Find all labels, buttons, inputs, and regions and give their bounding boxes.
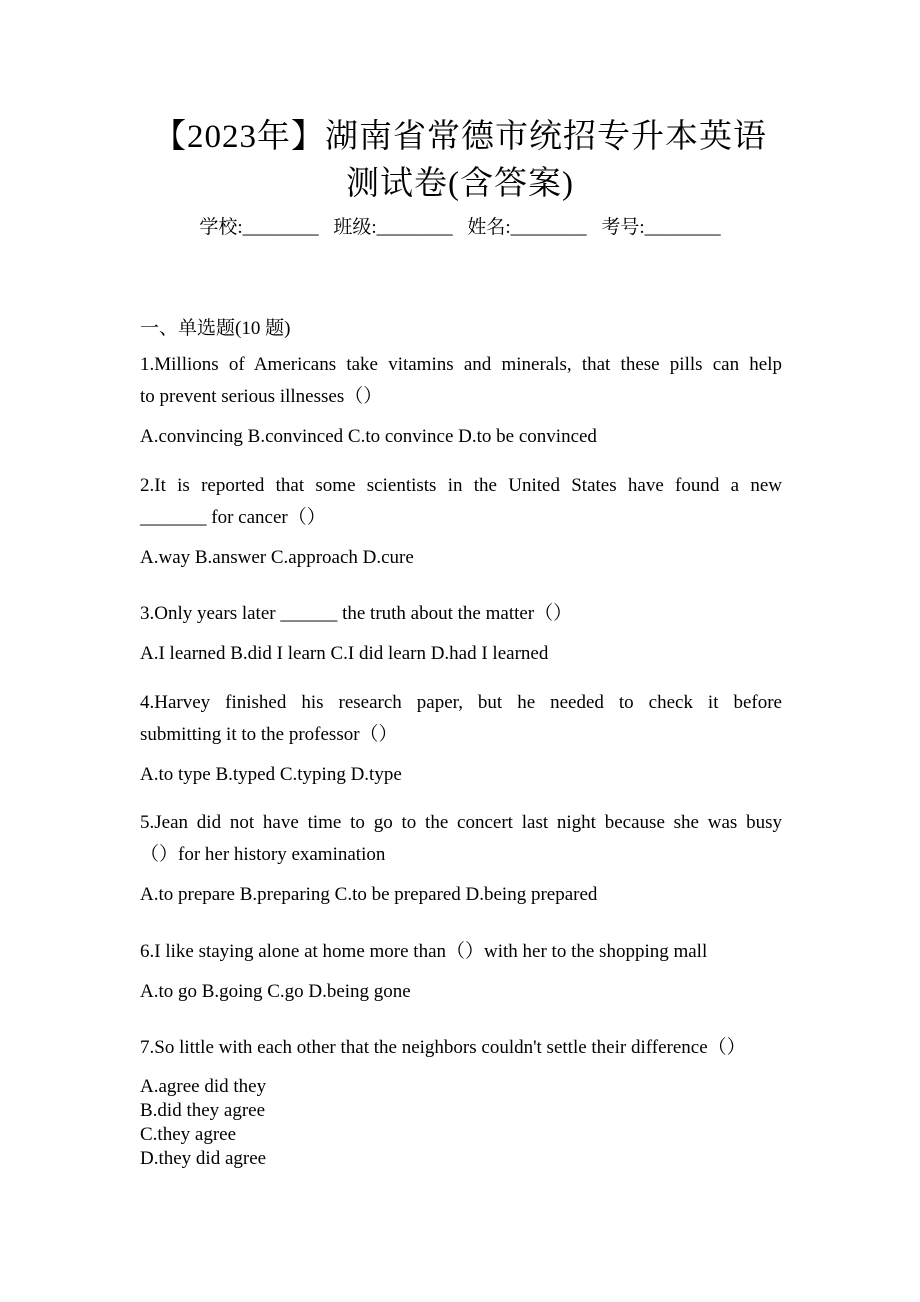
question-2-options: A.way B.answer C.approach D.cure <box>140 547 414 568</box>
name-field: 姓名:________ <box>467 217 587 238</box>
question-2-line-1: 2.It is reported that some scientists in the United States have found a new <box>140 475 782 496</box>
question-7-option-b: B.did they agree <box>140 1100 266 1121</box>
question-1-line-2: to prevent serious illnesses（） <box>140 386 383 407</box>
question-7-option-a: A.agree did they <box>140 1076 267 1097</box>
question-7-option-d: D.they did agree <box>140 1148 267 1169</box>
question-7-option-c: C.they agree <box>140 1124 237 1145</box>
class-field: 班级:________ <box>333 217 453 238</box>
question-6-line-1: 6.I like staying alone at home more than（）with her to the shopping mall <box>140 941 708 962</box>
question-5-line-1: 5.Jean did not have time to go to the concert last night because she was busy <box>140 812 782 833</box>
question-7-line-1: 7.So little with each other that the neighbors couldn't settle their difference（） <box>140 1037 746 1058</box>
section-heading: 一、单选题(10 题) <box>140 318 291 339</box>
question-2-line-2: _______ for cancer（） <box>140 507 326 528</box>
school-field: 学校:________ <box>199 217 319 238</box>
question-4-line-1: 4.Harvey finished his research paper, but he needed to check it before <box>140 692 782 713</box>
exam-number-field: 考号:________ <box>601 217 721 238</box>
question-4-options: A.to type B.typed C.typing D.type <box>140 764 402 785</box>
question-5-options: A.to prepare B.preparing C.to be prepared D.being prepared <box>140 884 598 905</box>
question-3-options: A.I learned B.did I learn C.I did learn D.had I learned <box>140 643 549 664</box>
exam-title-line-2: 测试卷(含答案) <box>346 166 574 202</box>
question-1-options: A.convincing B.convinced C.to convince D.to be convinced <box>140 426 597 447</box>
question-1-line-1: 1.Millions of Americans take vitamins and minerals, that these pills can help <box>140 354 782 375</box>
student-info-row <box>0 215 920 241</box>
question-3-line-1: 3.Only years later ______ the truth about the matter（） <box>140 603 573 624</box>
question-6-options: A.to go B.going C.go D.being gone <box>140 981 411 1002</box>
question-4-line-2: submitting it to the professor（） <box>140 724 398 745</box>
exam-title-line-1: 【2023年】湖南省常德市统招专升本英语 <box>153 119 767 155</box>
question-5-line-2: （）for her history examination <box>140 844 386 865</box>
